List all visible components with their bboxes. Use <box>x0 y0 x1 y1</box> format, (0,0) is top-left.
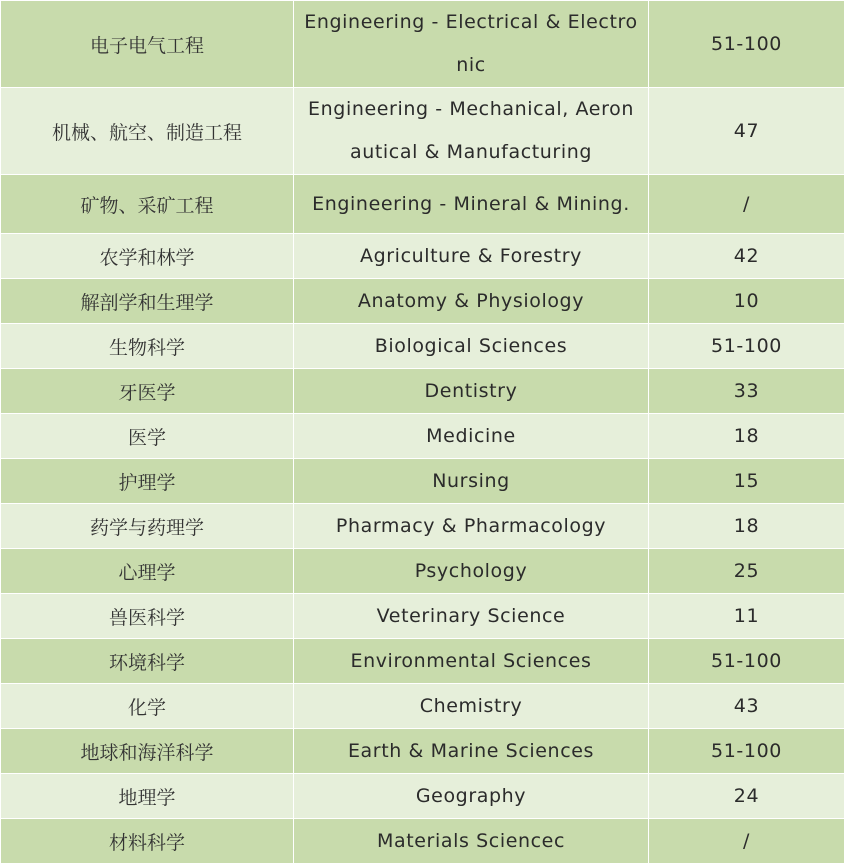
subject-chinese-cell: 医学 <box>1 414 294 459</box>
table-row <box>1 414 844 459</box>
subject-chinese-cell: 护理学 <box>1 459 294 504</box>
subject-chinese-cell: 矿物、采矿工程 <box>1 175 294 234</box>
table-row <box>1 549 844 594</box>
subject-english-cell: Engineering - Electrical & Electronic <box>294 1 649 88</box>
rank-cell: / <box>649 175 844 234</box>
rank-cell: 24 <box>649 774 844 819</box>
subject-chinese-cell: 心理学 <box>1 549 294 594</box>
subject-chinese-cell: 地球和海洋科学 <box>1 729 294 774</box>
subject-english-cell: Earth & Marine Sciences <box>294 729 649 774</box>
table-row <box>1 459 844 504</box>
rank-cell: 15 <box>649 459 844 504</box>
subject-chinese-cell: 地理学 <box>1 774 294 819</box>
subject-english-cell: Engineering - Mineral & Mining. <box>294 175 649 234</box>
rank-cell: 33 <box>649 369 844 414</box>
rank-cell: 43 <box>649 684 844 729</box>
table-row <box>1 639 844 684</box>
subject-english-cell: Pharmacy & Pharmacology <box>294 504 649 549</box>
rank-cell: 11 <box>649 594 844 639</box>
subject-chinese-cell: 生物科学 <box>1 324 294 369</box>
subject-chinese-cell: 材料科学 <box>1 819 294 864</box>
subject-chinese-cell: 化学 <box>1 684 294 729</box>
rank-cell: 42 <box>649 234 844 279</box>
table-row <box>1 324 844 369</box>
table-row <box>1 729 844 774</box>
subject-chinese-cell: 农学和林学 <box>1 234 294 279</box>
rank-cell: 51-100 <box>649 729 844 774</box>
table-row <box>1 175 844 234</box>
rank-cell: 47 <box>649 88 844 175</box>
table-row <box>1 1 844 88</box>
subject-chinese-cell: 环境科学 <box>1 639 294 684</box>
subject-english-cell: Engineering - Mechanical, Aeronautical & Manufacturing <box>294 88 649 175</box>
rank-cell: / <box>649 819 844 864</box>
table-row <box>1 504 844 549</box>
rank-cell: 18 <box>649 504 844 549</box>
rank-cell: 25 <box>649 549 844 594</box>
table-row <box>1 774 844 819</box>
subject-english-cell: Psychology <box>294 549 649 594</box>
subject-chinese-cell: 机械、航空、制造工程 <box>1 88 294 175</box>
subject-chinese-cell: 牙医学 <box>1 369 294 414</box>
subject-chinese-cell: 兽医科学 <box>1 594 294 639</box>
subject-english-cell: Materials Sciencec <box>294 819 649 864</box>
subject-chinese-cell: 电子电气工程 <box>1 1 294 88</box>
table-row <box>1 279 844 324</box>
subject-english-cell: Medicine <box>294 414 649 459</box>
subject-chinese-cell: 药学与药理学 <box>1 504 294 549</box>
subject-english-cell: Dentistry <box>294 369 649 414</box>
subject-english-cell: Nursing <box>294 459 649 504</box>
table-row <box>1 594 844 639</box>
table-row <box>1 88 844 175</box>
rank-cell: 51-100 <box>649 639 844 684</box>
rank-cell: 10 <box>649 279 844 324</box>
subject-english-cell: Environmental Sciences <box>294 639 649 684</box>
subject-english-cell: Agriculture & Forestry <box>294 234 649 279</box>
subject-english-cell: Biological Sciences <box>294 324 649 369</box>
rank-cell: 18 <box>649 414 844 459</box>
table-row <box>1 819 844 864</box>
rank-cell: 51-100 <box>649 324 844 369</box>
table-row <box>1 369 844 414</box>
subject-english-cell: Geography <box>294 774 649 819</box>
table-row <box>1 234 844 279</box>
subject-english-cell: Anatomy & Physiology <box>294 279 649 324</box>
subject-chinese-cell: 解剖学和生理学 <box>1 279 294 324</box>
subject-english-cell: Chemistry <box>294 684 649 729</box>
table-row <box>1 684 844 729</box>
rank-cell: 51-100 <box>649 1 844 88</box>
subject-english-cell: Veterinary Science <box>294 594 649 639</box>
